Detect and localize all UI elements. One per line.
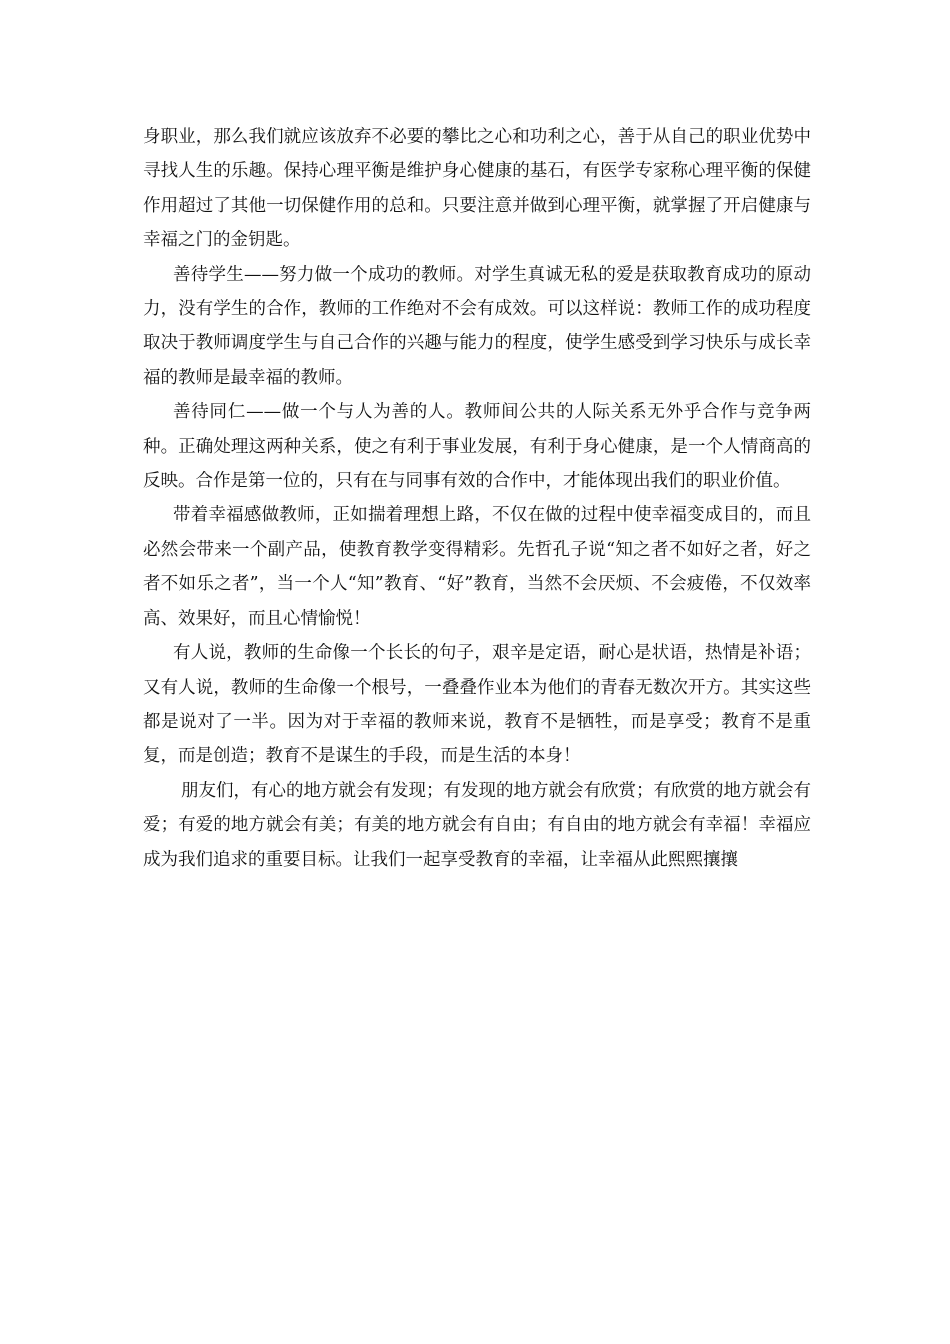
- paragraph-continuation: 身职业，那么我们就应该放弃不必要的攀比之心和功利之心，善于从自己的职业优势中寻找人生的乐趣。保持心理平衡是维护身心健康的基石，有医学专家称心理平衡的保健作用超过了其他一切保健作用的总和。只要注意并做到心理平衡，就掌握了开启健康与幸福之门的金钥匙。: [143, 127, 811, 251]
- paragraph-happiness-teaching: 带着幸福感做教师，正如揣着理想上路，不仅在做的过程中使幸福变成目的，而且必然会带来一个副产品，使教育教学变得精彩。先哲孔子说“知之者不如好之者，好之者不如乐之者”，当一个人“知”教育、“好”教育，当然不会厌烦、不会疲倦，不仅效率高、效果好，而且心情愉悦！: [143, 505, 811, 629]
- paragraph-treat-students: 善待学生——努力做一个成功的教师。对学生真诚无私的爱是获取教育成功的原动力，没有学生的合作，教师的工作绝对不会有成效。可以这样说：教师工作的成功程度取决于教师调度学生与自己合作的兴趣与能力的程度，使学生感受到学习快乐与成长幸福的教师是最幸福的教师。: [143, 264, 811, 388]
- paragraph-treat-colleagues: 善待同仁——做一个与人为善的人。教师间公共的人际关系无外乎合作与竞争两种。正确处理这两种关系，使之有利于事业发展，有利于身心健康，是一个人情商高的反映。合作是第一位的，只有在与同事有效的合作中，才能体现出我们的职业价值。: [143, 402, 811, 492]
- document-body: [143, 120, 811, 877]
- paragraph-teacher-life: 有人说，教师的生命像一个长长的句子，艰辛是定语，耐心是状语，热情是补语；又有人说，教师的生命像一个根号，一叠叠作业本为他们的青春无数次开方。其实这些都是说对了一半。因为对于幸福的教师来说，教育不是牺牲，而是享受；教育不是重复，而是创造；教育不是谋生的手段，而是生活的本身！: [143, 643, 811, 767]
- paragraph-closing: 朋友们，有心的地方就会有发现；有发现的地方就会有欣赏；有欣赏的地方就会有爱；有爱的地方就会有美；有美的地方就会有自由；有自由的地方就会有幸福！幸福应成为我们追求的重要目标。让我们一起享受教育的幸福，让幸福从此熙熙攘攘: [143, 780, 811, 870]
